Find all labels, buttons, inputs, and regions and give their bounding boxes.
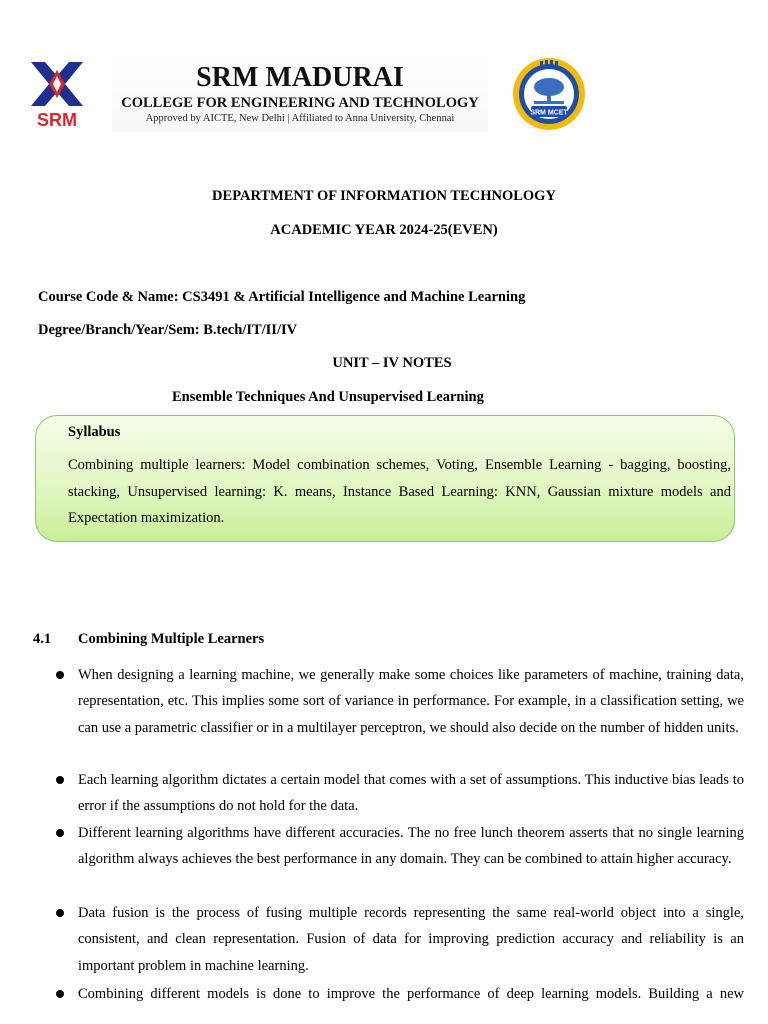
srm-logo-icon [27,56,87,130]
college-name: SRM MADURAI [196,62,404,93]
degree-line: Degree/Branch/Year/Sem: B.tech/IT/II/IV [38,322,298,338]
college-subtitle: COLLEGE FOR ENGINEERING AND TECHNOLOGY [121,95,479,111]
academic-year-heading: ACADEMIC YEAR 2024-25(EVEN) [270,222,498,238]
section-number: 4.1 [33,631,52,647]
college-title-banner [112,56,488,132]
list-item-text: Different learning algorithms have different accuracies. The no free lunch theorem asserts that no single learning algorithm always achieves the best performance in any domain. They can be combined to attain higher accuracy. [78,825,744,868]
bullet-icon [56,671,64,679]
syllabus-text: Combining multiple learners: Model combination schemes, Voting, Ensemble Learning - bagging, boosting, stacking, Unsupervised learning: K. means, Instance Based Learning: KNN, Gaussian mixture models and Expectation maximization. [68,457,731,526]
bullet-icon [56,776,64,784]
bullet-icon [56,909,64,917]
section-title: Combining Multiple Learners [78,631,265,647]
list-item-text: Data fusion is the process of fusing multiple records representing the same real-world object into a single, consistent, and clean representation. Fusion of data for improving prediction accuracy and reliability is an important problem in machine learning. [78,905,744,974]
department-heading: DEPARTMENT OF INFORMATION TECHNOLOGY [212,188,556,204]
college-approval: Approved by AICTE, New Delhi | Affiliated to Anna University, Chennai [145,113,455,124]
section-heading [33,630,264,648]
bullet-icon [56,829,64,837]
syllabus-heading: Syllabus [68,424,121,440]
list-item-text: Each learning algorithm dictates a certain model that comes with a set of assumptions. This inductive bias leads to error if the assumptions do not hold for the data. [78,772,744,815]
bullet-icon [56,990,64,998]
srm-logo-text: SRM [37,110,77,130]
list-item-text: Combining different models is done to improve the performance of deep learning models. Building a new [78,986,744,1002]
list-item-text: When designing a learning machine, we generally make some choices like parameters of machine, training data, representation, etc. This implies some sort of variance in performance. For example, in a classification setting, we can use a parametric classifier or in a multilayer perceptron, we should also decide on the number of hidden units. [78,667,744,736]
syllabus-box [35,415,735,542]
course-line: Course Code & Name: CS3491 & Artificial Intelligence and Machine Learning [38,289,526,305]
unit-heading: UNIT – IV NOTES [332,355,452,371]
mcet-seal-icon [512,57,586,131]
unit-title: Ensemble Techniques And Unsupervised Learning [172,389,484,405]
mcet-seal-text: SRM MCET [530,109,568,117]
